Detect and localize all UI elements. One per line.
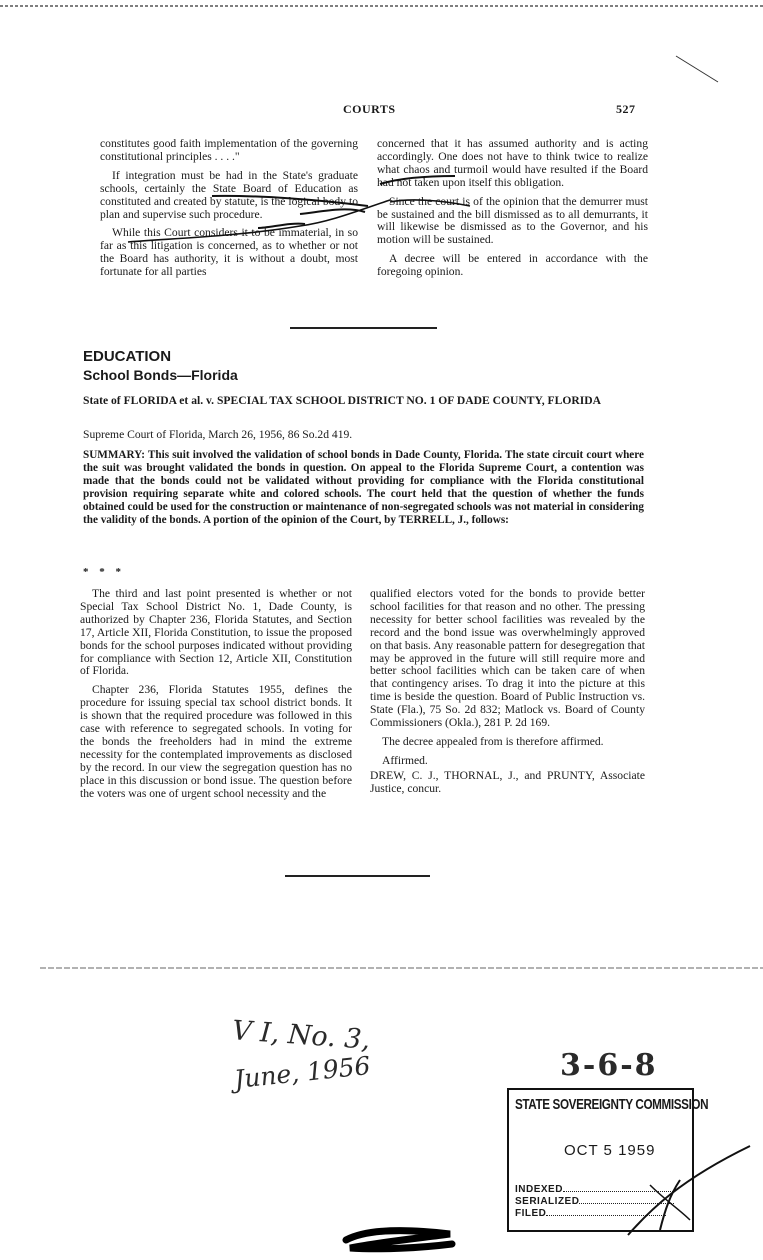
paragraph: constitutes good faith implementation of the governing constitutional principles . . . ." bbox=[100, 137, 358, 163]
scan-edge-bottom bbox=[0, 960, 763, 974]
paragraph: DREW, C. J., THORNAL, J., and PRUNTY, Associate Justice, concur. bbox=[370, 768, 645, 795]
case-summary: SUMMARY: This suit involved the validation of school bonds in Dade County, Florida. The state circuit court where the suit was brought validated the bonds in question. On appeal to the Florida Supreme Court, a contention was made that the bonds could not be validated without providing for compliance with the Florida constitutional provision requiring separate white and colored schools. The court held that the question of whether the funds obtained could be used for the construction or maintenance of non-segregated schools was not material in considering the validity of the bonds. A portion of the opinion of the Court, by TERRELL, J., follows: bbox=[83, 449, 644, 526]
case-caption: State of FLORIDA et al. v. SPECIAL TAX SCHOOL DISTRICT NO. 1 OF DADE COUNTY, FLORIDA bbox=[83, 394, 602, 407]
paragraph: If integration must be had in the State's graduate schools, certainly the State Board of Education as constituted and created by statute, is the logical body to plan and supervise such procedure. bbox=[100, 168, 358, 221]
redaction-mark bbox=[340, 1222, 460, 1256]
stamp-field-filed: FILED bbox=[515, 1208, 685, 1219]
pen-slash-mark bbox=[620, 1140, 760, 1240]
paragraph: qualified electors voted for the bonds to provide better school facilities for that reason and no other. The pressing necessity for better school facilities was revealed by the record and the bond issue was overwhelmingly approved on that basis. Any reasonable pattern for desegregation that may be approved in the future will still require more and better school facilities which can be taken care of when that contingency arises. To drag it into the picture at this time is beside the question. Board of Public Instruction vs. State (Fla.), 75 So. 2d 832; Matlock vs. Board of County Commissioners (Okla.), 281 P. 2d 169. bbox=[370, 587, 645, 730]
paragraph: Since the court is of the opinion that the demurrer must be sustained and the bill dismissed as to all demurrants, it will likewise be dismissed as to the Governor, and his motion will be sustained. bbox=[377, 194, 648, 247]
lower-left-column bbox=[80, 588, 352, 801]
paragraph: A decree will be entered in accordance with the foregoing opinion. bbox=[377, 252, 648, 279]
paragraph: Chapter 236, Florida Statutes 1955, defines the procedure for issuing special tax school district bonds. It is shown that the required procedure was followed in this case with reference to segregated schools. In voting for the bonds the freeholders had in mind the extreme necessity for the contemplated improvements as disclosed by the record. In our view the segregation question has no place in this discussion or bond issue. The question before the voters was one of urgent school necessity and the bbox=[80, 683, 352, 800]
end-divider bbox=[285, 875, 430, 877]
section-divider bbox=[290, 327, 437, 329]
running-head-title: COURTS bbox=[343, 102, 396, 116]
lower-right-column bbox=[370, 588, 645, 796]
pen-strikethrough-marks bbox=[0, 0, 763, 300]
paragraph: The decree appealed from is therefore affirmed. bbox=[382, 734, 604, 748]
case-citation: Supreme Court of Florida, March 26, 1956, 86 So.2d 419. bbox=[83, 428, 353, 441]
handwritten-date-note: June, 1956 bbox=[232, 1050, 372, 1095]
paragraph: concerned that it has assumed authority and is acting accordingly. One does not have to think twice to realize what chaos and turmoil would have resulted if the Board had not taken upon itself this obligation. bbox=[377, 137, 648, 189]
stamp-field-indexed: INDEXED bbox=[515, 1184, 685, 1195]
page-number: 527 bbox=[616, 102, 636, 116]
handwritten-volume-note: V I, No. 3, bbox=[231, 1015, 372, 1056]
section-title: EDUCATION bbox=[83, 348, 172, 365]
stamp-field-serialized: SERIALIZED bbox=[515, 1196, 685, 1207]
handwritten-file-code: 3-6-8 bbox=[560, 1048, 658, 1083]
ellipsis-stars: * * * bbox=[83, 566, 125, 578]
paragraph: Affirmed. bbox=[382, 753, 428, 767]
paragraph: While this Court considers it to be immaterial, in so far as this litigation is concerned, as to whether or not the Board has authority, it is without a doubt, most fortunate for all parties bbox=[100, 226, 358, 279]
stamp-date: OCT 5 1959 bbox=[564, 1142, 656, 1159]
paragraph: The third and last point presented is whether or not Special Tax School District No. 1, Dade County, is authorized by Chapter 236, Florida Statutes, and Section 17, Article XII, Florida Constitution, to issue the proposed bonds for the school purposes indicated without providing for compliance with Section 12, Article XII, Constitution of Florida. bbox=[80, 587, 352, 678]
stamp-title: STATE SOVEREIGNTY COMMISSION bbox=[515, 1096, 709, 1113]
section-subtitle: School Bonds—Florida bbox=[83, 367, 238, 383]
